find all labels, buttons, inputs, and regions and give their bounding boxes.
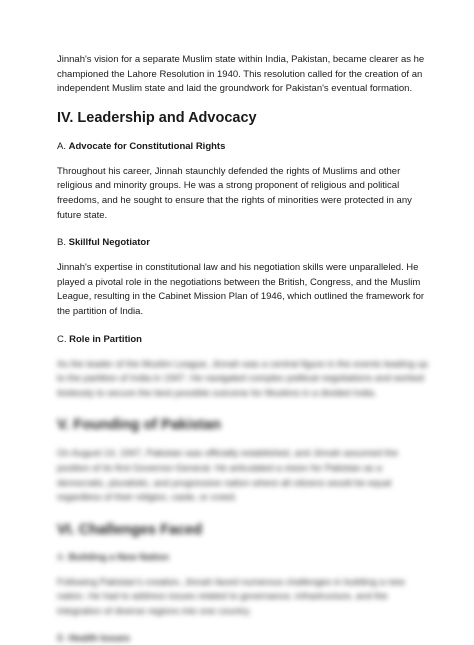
- subheading-prefix: C.: [57, 333, 67, 345]
- subheading-title: Skillful Negotiator: [68, 237, 150, 249]
- subheading-title: Advocate for Constitutional Rights: [68, 140, 226, 152]
- paragraph-founding: On August 14, 1947, Pakistan was officially established, and Jinnah assumed the position of its first Governor-General. He articulated a vision for Pakistan as a democratic, pluralistic, and progressive nation where all citizens would be equal regardless of their religion, caste, or creed.: [57, 448, 398, 504]
- paragraph-constitutional-rights: Throughout his career, Jinnah staunchly defended the rights of Muslims and other religious and minority groups. He was a strong proponent of religious and political freedoms, and he sought to ensure that the rights of minorities were protected in any future state.: [57, 165, 412, 221]
- intro-paragraph: Jinnah's vision for a separate Muslim state within India, Pakistan, became clearer as he championed the Lahore Resolution in 1940. This resolution called for the creation of an independent Muslim state and laid the groundwork for Pakistan's eventual formation.: [57, 54, 425, 95]
- paragraph-new-nation: Following Pakistan's creation, Jinnah faced numerous challenges in building a new nation. He had to address issues related to governance, infrastructure, and the integration of diverse regions into one country.: [57, 576, 405, 617]
- section-heading-founding: V. Founding of Pakistan: [57, 417, 221, 434]
- paragraph-partition: As the leader of the Muslim League, Jinnah was a central figure in the events leading up to the partition of India in 1947. He navigated complex political negotiations and worked tirelessly to secure the best possible outcome for Muslims in a divided India.: [57, 358, 428, 399]
- blurred-preview-region: [57, 358, 429, 645]
- subheading-title: Health Issues: [68, 633, 130, 645]
- subheading-partition: [57, 333, 429, 346]
- subheading-prefix: B.: [57, 633, 66, 645]
- paragraph-negotiator: Jinnah's expertise in constitutional law and his negotiation skills were unparalleled. He played a pivotal role in the negotiations between the British, Congress, and the Muslim League, resulting in the Cabinet Mission Plan of 1946, which outlined the framework for the partition of India.: [57, 262, 425, 317]
- subheading-constitutional-rights: [57, 140, 429, 153]
- subheading-new-nation: [57, 551, 429, 564]
- subheading-prefix: B.: [57, 237, 66, 249]
- subheading-prefix: A.: [57, 551, 66, 563]
- section-heading-challenges: VI. Challenges Faced: [57, 521, 203, 538]
- subheading-negotiator: [57, 236, 429, 249]
- subheading-title: Role in Partition: [69, 333, 142, 345]
- subheading-health-issues: [57, 632, 429, 645]
- subheading-prefix: A.: [57, 140, 66, 152]
- document-page: [57, 53, 429, 645]
- section-heading-leadership: IV. Leadership and Advocacy: [57, 109, 257, 126]
- subheading-title: Building a New Nation: [68, 551, 169, 563]
